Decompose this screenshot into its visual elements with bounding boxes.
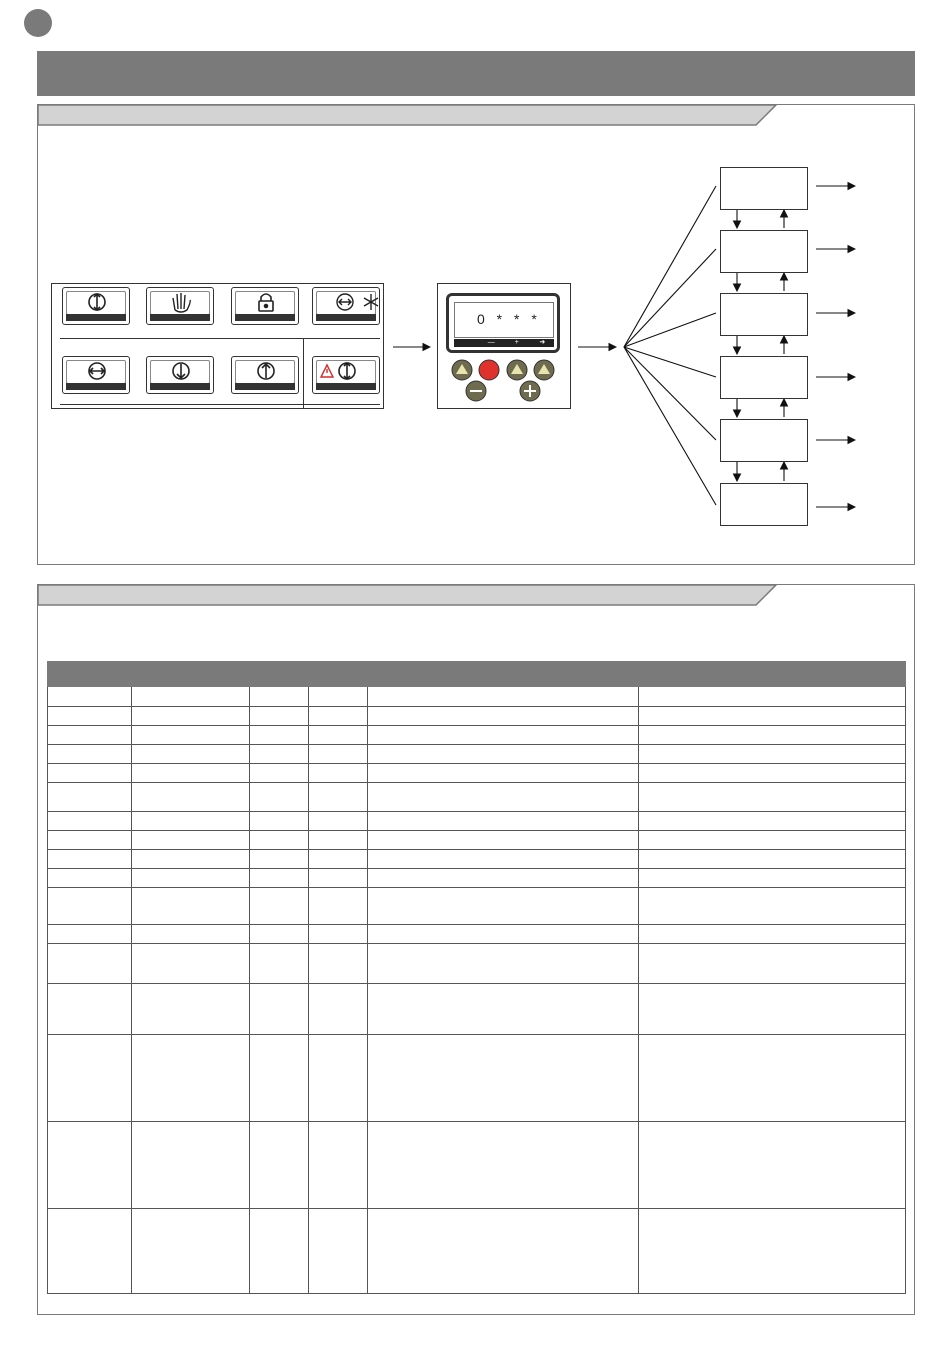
table-cell [639,726,906,745]
table-cell [309,707,368,726]
table-cell [368,783,639,812]
table-header-cell [250,662,309,687]
table-cell [368,1209,639,1294]
table-cell [309,888,368,925]
table-cell [48,1122,132,1209]
table-cell [250,1209,309,1294]
table-cell [132,726,250,745]
menu-box-5 [720,419,808,462]
table-cell [132,984,250,1035]
menu-box-4 [720,356,808,399]
table-cell [309,869,368,888]
table-cell [250,764,309,783]
table-cell [48,944,132,984]
table-cell [639,1122,906,1209]
table-cell [132,745,250,764]
table-cell [639,1209,906,1294]
table-cell [639,944,906,984]
table-cell [132,783,250,812]
table-cell [309,1035,368,1122]
table-cell [250,1035,309,1122]
parameter-table [47,661,906,1294]
table-cell [132,1209,250,1294]
table-cell [250,726,309,745]
soft-key-plus[interactable]: + [514,339,519,346]
display-code: 0 * * * [477,311,541,327]
table-cell [250,984,309,1035]
table-cell [639,888,906,925]
table-cell [48,1209,132,1294]
table-row [48,925,906,944]
table-header-row [48,662,906,687]
table-cell [132,925,250,944]
table-cell [368,1035,639,1122]
table-cell [250,812,309,831]
table-cell [309,944,368,984]
table-cell [368,745,639,764]
section-title-strip-2 [38,585,778,607]
table-cell [368,726,639,745]
table-cell [368,812,639,831]
table-row [48,869,906,888]
table-cell [132,812,250,831]
menu-box-3 [720,293,808,336]
soft-key-minus[interactable]: — [487,339,495,346]
table-cell [368,1122,639,1209]
table-cell [639,925,906,944]
table-cell [639,869,906,888]
table-cell [48,831,132,850]
table-cell [48,687,132,707]
table-cell [309,831,368,850]
table-cell [132,831,250,850]
table-cell [48,850,132,869]
table-cell [368,984,639,1035]
table-cell [309,783,368,812]
table-cell [309,687,368,707]
table-cell [250,925,309,944]
table-row [48,812,906,831]
table-cell [48,984,132,1035]
table-cell [132,850,250,869]
table-cell [368,869,639,888]
table-cell [132,764,250,783]
table-cell [639,812,906,831]
table-cell [48,764,132,783]
table-cell [368,764,639,783]
table-cell [639,687,906,707]
fan-line-2 [624,249,716,347]
table-cell [309,812,368,831]
table-cell [250,869,309,888]
table-cell [309,1209,368,1294]
menu-box-2 [720,230,808,273]
table-cell [368,850,639,869]
table-cell [48,707,132,726]
table-cell [250,687,309,707]
table-cell [250,707,309,726]
table-cell [309,925,368,944]
table-row [48,944,906,984]
table-cell [639,707,906,726]
table-cell [132,944,250,984]
table-cell [639,764,906,783]
table-cell [48,726,132,745]
table-header-cell [48,662,132,687]
table-cell [250,783,309,812]
table-cell [48,925,132,944]
table-row [48,984,906,1035]
table-cell [132,1122,250,1209]
table-cell [309,850,368,869]
table-cell [250,745,309,764]
table-row [48,1209,906,1294]
table-cell [250,1122,309,1209]
table-cell [309,984,368,1035]
table-row [48,687,906,707]
table-cell [368,831,639,850]
soft-key-next[interactable]: ➜ [539,339,546,346]
table-cell [132,869,250,888]
table-cell [368,888,639,925]
table-row [48,1035,906,1122]
table-row [48,726,906,745]
table-cell [639,984,906,1035]
table-cell [309,764,368,783]
table-cell [48,888,132,925]
table-row [48,831,906,850]
table-row [48,850,906,869]
table-cell [639,783,906,812]
table-cell [309,745,368,764]
table-cell [48,745,132,764]
table-cell [48,869,132,888]
table-row [48,745,906,764]
fan-line-3 [624,313,716,347]
table-cell [368,707,639,726]
table-cell [48,812,132,831]
menu-box-6 [720,483,808,526]
table-cell [309,1122,368,1209]
menu-box-1 [720,167,808,210]
table-cell [48,783,132,812]
table-cell [639,1035,906,1122]
table-header-cell [132,662,250,687]
table-cell [368,687,639,707]
table-cell [132,1035,250,1122]
table-cell [132,687,250,707]
table-cell [639,745,906,764]
fan-line-1 [624,186,716,347]
table-cell [368,944,639,984]
table-row [48,888,906,925]
table-cell [368,925,639,944]
table-cell [639,831,906,850]
table-header-cell [309,662,368,687]
table-cell [48,1035,132,1122]
table-cell [250,888,309,925]
table-row [48,783,906,812]
table-cell [309,726,368,745]
table-row [48,764,906,783]
table-cell [250,831,309,850]
table-row [48,1122,906,1209]
table-cell [639,850,906,869]
fan-line-4 [624,347,716,377]
table-header-cell [368,662,639,687]
table-cell [132,888,250,925]
table-header-cell [639,662,906,687]
table-cell [132,707,250,726]
table-cell [250,850,309,869]
table-row [48,707,906,726]
table-cell [250,944,309,984]
